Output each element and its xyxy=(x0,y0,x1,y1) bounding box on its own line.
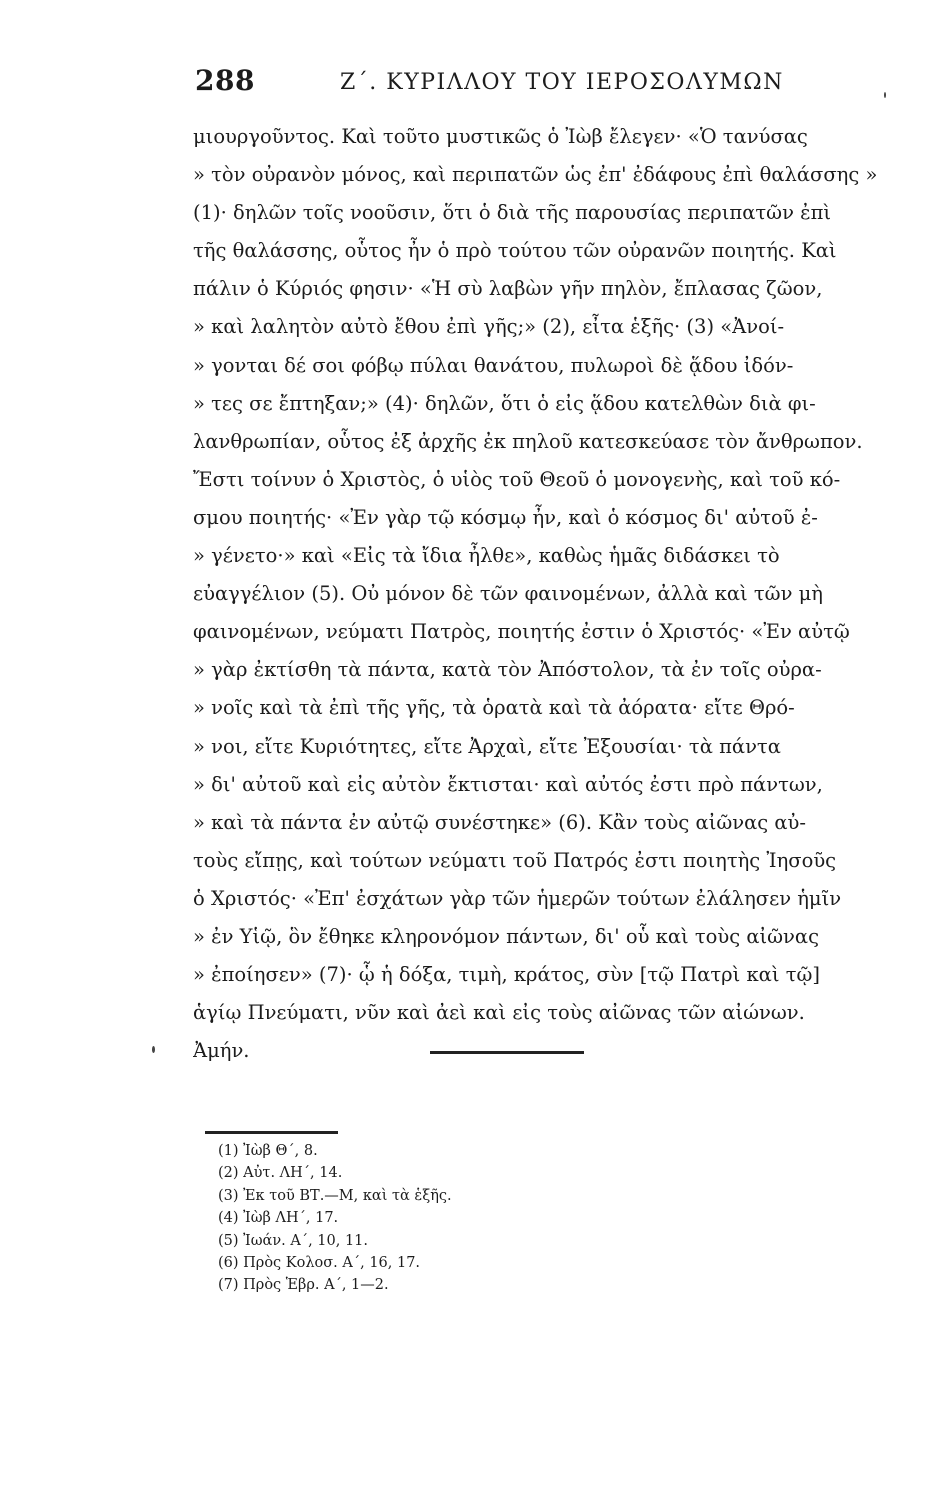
text-line: » ἐποίησεν» (7)· ᾧ ἡ δόξα, τιμὴ, κράτος, σὺν [τῷ Πατρὶ καὶ τῷ] xyxy=(193,963,820,987)
text-line: » νοι, εἴτε Κυριότητες, εἴτε Ἀρχαὶ, εἴτε Ἐξουσίαι· τὰ πάντα xyxy=(193,734,781,758)
page-header xyxy=(195,64,895,104)
text-line: » γένετο·» καὶ «Εἰς τὰ ἴδια ἦλθε», καθὼς ἡμᾶς διδάσκει τὸ xyxy=(193,544,780,568)
page-number: 288 xyxy=(195,64,255,97)
text-line: σμου ποιητής· «Ἐν γὰρ τῷ κόσμῳ ἦν, καὶ ὁ κόσμος δι' αὐτοῦ ἐ- xyxy=(193,505,818,529)
main-text xyxy=(193,118,883,1070)
text-line: μιουργοῦντος. Καὶ τοῦτο μυστικῶς ὁ Ἰὼβ ἔλεγεν· «Ὁ τανύσας xyxy=(193,125,808,148)
footnote: (1) Ἰὼβ Θ΄, 8. xyxy=(218,1143,318,1159)
footnote: (5) Ἰωάν. Α΄, 10, 11. xyxy=(218,1232,369,1249)
running-title: Ζ΄. ΚΥΡΙΛΛΟΥ ΤΟΥ ΙΕΡΟΣΟΛΥΜΩΝ xyxy=(340,70,784,95)
text-line: » δι' αὐτοῦ καὶ εἰς αὐτὸν ἔκτισται· καὶ αὐτός ἐστι πρὸ πάντων, xyxy=(193,772,823,796)
text-line: » νοῖς καὶ τὰ ἐπὶ τῆς γῆς, τὰ ὁρατὰ καὶ τὰ ἀόρατα· εἴτε Θρό- xyxy=(193,696,795,720)
text-line: (1)· δηλῶν τοῖς νοοῦσιν, ὅτι ὁ διὰ τῆς παρουσίας περιπατῶν ἐπὶ xyxy=(193,201,832,225)
text-line: » γὰρ ἐκτίσθη τὰ πάντα, κατὰ τὸν Ἀπόστολον, τὰ ἐν τοῖς οὐρα- xyxy=(193,658,822,682)
text-line: » τες σε ἔπτηξαν;» (4)· δηλῶν, ὅτι ὁ εἰς ᾅδου κατελθὼν διὰ φι- xyxy=(193,391,816,415)
section-separator xyxy=(430,1051,584,1054)
text-line: εὐαγγέλιον (5). Οὐ μόνον δὲ τῶν φαινομένων, ἀλλὰ καὶ τῶν μὴ xyxy=(193,582,823,606)
text-line: τοὺς εἴπῃς, καὶ τούτων νεύματι τοῦ Πατρός ἐστι ποιητὴς Ἰησοῦς xyxy=(193,848,837,872)
footnotes xyxy=(218,1140,618,1297)
ink-speck xyxy=(884,92,886,98)
text-line: » καὶ τὰ πάντα ἐν αὐτῷ συνέστηκε» (6). Κἂν τοὺς αἰῶνας αὐ- xyxy=(193,810,807,834)
text-line: ὁ Χριστός· «Ἐπ' ἐσχάτων γὰρ τῶν ἡμερῶν τούτων ἐλάλησεν ἡμῖν xyxy=(193,886,842,910)
text-line: » γονται δέ σοι φόβῳ πύλαι θανάτου, πυλωροὶ δὲ ᾅδου ἰδόν- xyxy=(193,353,794,377)
text-line: πάλιν ὁ Κύριός φησιν· «Ἡ σὺ λαβὼν γῆν πηλὸν, ἔπλασας ζῶον, xyxy=(193,277,823,301)
text-line: φαινομένων, νεύματι Πατρὸς, ποιητής ἐστιν ὁ Χριστός· «Ἐν αὐτῷ xyxy=(193,620,850,644)
footnote: (7) Πρὸς Ἑβρ. Α΄, 1—2. xyxy=(218,1277,389,1294)
text-line: Ἔστι τοίνυν ὁ Χριστὸς, ὁ υἱὸς τοῦ Θεοῦ ὁ μονογενὴς, καὶ τοῦ κό- xyxy=(193,467,841,491)
ink-speck xyxy=(152,1046,155,1053)
text-line: » ἐν Υἱῷ, ὃν ἔθηκε κληρονόμον πάντων, δι' οὗ καὶ τοὺς αἰῶνας xyxy=(193,924,819,948)
text-line: Ἀμήν. xyxy=(193,1039,250,1063)
text-line: τῆς θαλάσσης, οὗτος ἦν ὁ πρὸ τούτου τῶν οὐρανῶν ποιητής. Καὶ xyxy=(193,239,837,263)
footnote: (6) Πρὸς Κολοσ. Α΄, 16, 17. xyxy=(218,1254,421,1271)
footnote-rule xyxy=(205,1131,338,1134)
text-line: » τὸν οὐρανὸν μόνος, καὶ περιπατῶν ὡς ἐπ' ἐδάφους ἐπὶ θαλάσσης » xyxy=(193,163,878,187)
text-line: ἁγίῳ Πνεύματι, νῦν καὶ ἀεὶ καὶ εἰς τοὺς αἰῶνας τῶν αἰώνων. xyxy=(193,1001,805,1025)
text-line: λανθρωπίαν, οὗτος ἐξ ἀρχῆς ἐκ πηλοῦ κατεσκεύασε τὸν ἄνθρωπον. xyxy=(193,429,863,453)
footnote: (2) Αὐτ. ΛΗ΄, 14. xyxy=(218,1165,343,1182)
footnote: (3) Ἐκ τοῦ ΒΤ.—Μ, καὶ τὰ ἑξῆς. xyxy=(218,1187,452,1204)
footnote: (4) Ἰὼβ ΛΗ΄, 17. xyxy=(218,1210,339,1227)
text-line: » καὶ λαλητὸν αὐτὸ ἔθου ἐπὶ γῆς;» (2), εἶτα ἑξῆς· (3) «Ἀνοί- xyxy=(193,315,785,339)
